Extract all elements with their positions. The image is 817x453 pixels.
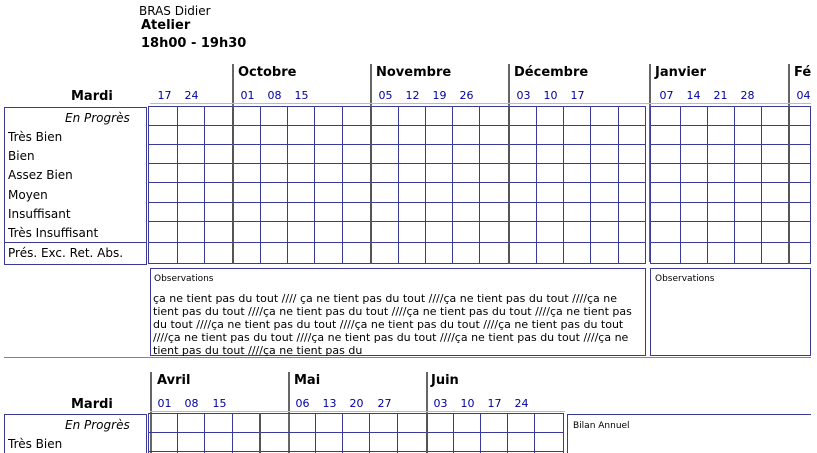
day-label: 07 xyxy=(659,89,674,102)
month-label: Fé xyxy=(794,65,812,80)
weekday-label: Mardi xyxy=(71,89,113,104)
day-label: 13 xyxy=(322,397,337,410)
day-label: 08 xyxy=(267,89,282,102)
row-label-tres-bien-2: Très Bien xyxy=(8,437,63,451)
day-label: 15 xyxy=(212,397,227,410)
time-slot: 18h00 - 19h30 xyxy=(141,36,247,51)
day-label: 24 xyxy=(184,89,199,102)
day-label: 28 xyxy=(740,89,755,102)
section-divider xyxy=(4,357,811,358)
day-label: 10 xyxy=(460,397,475,410)
row-label-tres-insuffisant: Très Insuffisant xyxy=(8,226,99,240)
bilan-annuel-box[interactable] xyxy=(567,414,811,453)
day-label: 21 xyxy=(713,89,728,102)
day-label: 05 xyxy=(378,89,393,102)
row-label-in-progress: En Progrès xyxy=(65,111,130,125)
day-label: 10 xyxy=(543,89,558,102)
observations-text: ça ne tient pas du tout //// ça ne tient pas du tout ////ça ne tient pas du tout ////ça ne tient pas du tout ////ça ne tient pas du tout ////ça ne tient pas du tout ////ça ne tient pas du tout ////ça ne tient pas du tout ////ça ne tient pas du tout ////ça ne tient pas du tout ////ça ne tient pas du tout ////ça ne tient pas du tout ////ça ne tient pas du tout ////ça ne tient pas du tout ////ça ne tient pas du xyxy=(153,292,632,357)
day-label: 03 xyxy=(433,397,448,410)
day-label: 03 xyxy=(516,89,531,102)
month-label: Mai xyxy=(294,373,321,388)
evaluation-grid-2[interactable] xyxy=(148,413,566,453)
bilan-annuel-label: Bilan Annuel xyxy=(573,421,630,431)
row-label-bien: Bien xyxy=(8,149,35,163)
observations-label-2: Observations xyxy=(655,274,715,284)
month-label: Avril xyxy=(157,373,191,388)
row-labels-frame-2 xyxy=(4,414,147,453)
day-label: 01 xyxy=(240,89,255,102)
row-label-insuffisant: Insuffisant xyxy=(8,207,71,221)
row-label-moyen: Moyen xyxy=(8,188,48,202)
header-underline-2 xyxy=(150,411,565,412)
day-label: 20 xyxy=(349,397,364,410)
row-label-assez-bien: Assez Bien xyxy=(8,168,73,182)
row-label-tres-bien: Très Bien xyxy=(8,130,63,144)
day-label: 24 xyxy=(514,397,529,410)
day-label: 15 xyxy=(294,89,309,102)
month-label: Octobre xyxy=(238,65,297,80)
row-label-presence: Prés. Exc. Ret. Abs. xyxy=(8,246,124,260)
day-label: 27 xyxy=(377,397,392,410)
header-underline xyxy=(150,103,811,104)
row-label-in-progress-2: En Progrès xyxy=(65,418,130,432)
day-label: 14 xyxy=(686,89,701,102)
month-label: Novembre xyxy=(376,65,452,80)
day-label: 17 xyxy=(487,397,502,410)
day-label: 17 xyxy=(570,89,585,102)
day-label: 01 xyxy=(157,397,172,410)
month-label: Juin xyxy=(431,373,459,388)
day-label: 26 xyxy=(459,89,474,102)
day-label: 17 xyxy=(157,89,172,102)
student-name: BRAS Didier xyxy=(139,4,211,18)
observations-label: Observations xyxy=(154,274,214,284)
day-label: 08 xyxy=(184,397,199,410)
month-label: Janvier xyxy=(655,65,707,80)
day-label: 19 xyxy=(432,89,447,102)
day-label: 06 xyxy=(295,397,310,410)
activity-title: Atelier xyxy=(141,18,191,33)
evaluation-grid[interactable] xyxy=(148,106,811,266)
weekday-label-2: Mardi xyxy=(71,397,113,412)
day-label: 12 xyxy=(405,89,420,102)
month-label: Décembre xyxy=(514,65,589,80)
row-divider xyxy=(4,242,147,243)
day-label: 04 xyxy=(796,89,811,102)
